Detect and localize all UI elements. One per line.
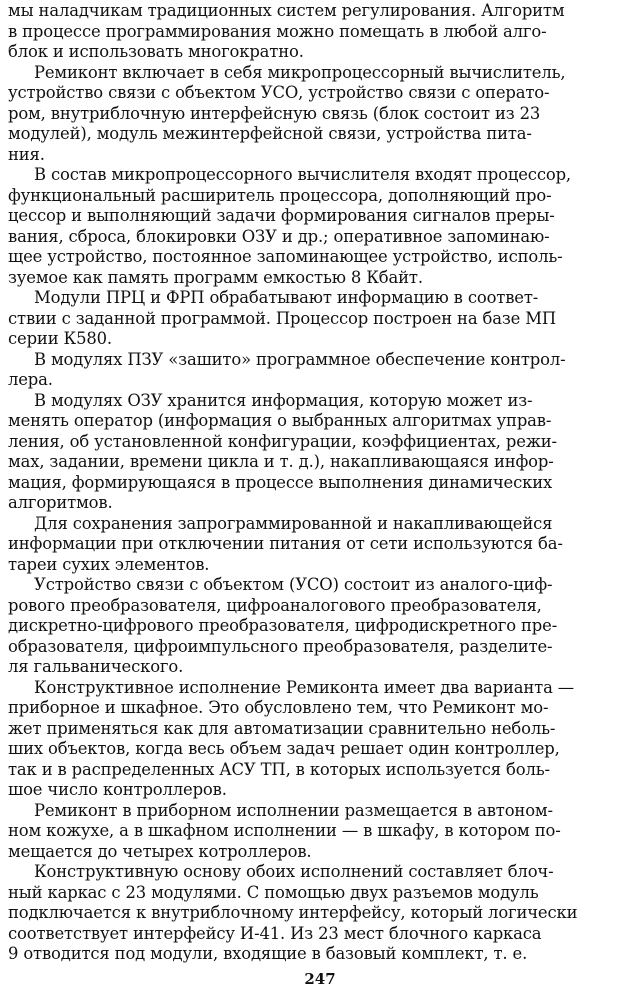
text-line: в процессе программирования можно помещать в любой алго-	[8, 21, 547, 41]
text-line: модулей), модуль межинтерфейсной связи, устройства пита-	[8, 124, 532, 143]
text-line: менять оператор (информация о выбранных алгоритмах управ-	[8, 411, 552, 430]
text-line: Устройство связи с объектом (УСО) состоит из аналого-циф-	[34, 575, 553, 594]
text-line: ших объектов, когда весь объем задач решает один контроллер,	[8, 739, 560, 758]
text-line: мы наладчикам традиционных систем регулирования. Алгоритм	[8, 1, 565, 20]
text-line: серии К580.	[8, 329, 112, 348]
text-line: цессор и выполняющий задачи формирования сигналов преры-	[8, 206, 555, 225]
text-line: В состав микропроцессорного вычислителя входят процессор,	[34, 165, 571, 184]
text-line: Конструктивное исполнение Ремиконта имеет два варианта —	[34, 677, 575, 697]
text-line: информации при отключении питания от сети используются ба-	[8, 534, 563, 553]
text-line: Модули ПРЦ и ФРП обрабатывают информацию в соответ-	[34, 288, 539, 307]
text-line: соответствует интерфейсу И-41. Из 23 мест блочного каркаса	[8, 923, 542, 943]
text-line: подключается к внутриблочному интерфейсу, который логически	[8, 903, 578, 922]
text-line: жет применяться как для автоматизации сравнительно неболь-	[8, 718, 556, 738]
text-line: ром, внутриблочную интерфейсную связь (блок состоит из 23	[8, 103, 541, 123]
text-line: щее устройство, постоянное запоминающее устройство, исполь-	[8, 247, 563, 266]
text-line: так и в распределенных АСУ ТП, в которых используется боль-	[8, 759, 550, 779]
text-line: зуемое как память программ емкостью 8 Кбайт.	[8, 267, 423, 287]
text-line: ный каркас с 23 модулями. С помощью двух разъемов модуль	[8, 882, 539, 902]
text-line: ля гальванического.	[8, 657, 184, 676]
text-line: функциональный расширитель процессора, дополняющий про-	[8, 185, 552, 205]
text-line: 9 отводится под модули, входящие в базовый комплект, т. е.	[8, 944, 528, 963]
text-line: ления, об установленной конфигурации, коэффициентах, режи-	[8, 431, 557, 451]
text-line: шое число контроллеров.	[8, 780, 227, 799]
book-page	[8, 1, 630, 965]
text-line: Ремиконт в приборном исполнении размещается в автоном-	[34, 800, 553, 820]
text-line: образователя, цифроимпульсного преобразователя, разделите-	[8, 636, 553, 656]
text-line: рового преобразователя, цифроаналогового преобразователя,	[8, 595, 542, 615]
text-line: лера.	[8, 370, 53, 389]
text-line: Ремиконт включает в себя микропроцессорный вычислитель,	[34, 62, 566, 82]
text-line: Для сохранения запрограммированной и накапливающейся	[34, 513, 553, 533]
text-line: алгоритмов.	[8, 493, 113, 512]
page-number: 247	[304, 970, 336, 988]
text-line: ствии с заданной программой. Процессор построен на базе МП	[8, 308, 557, 328]
text-line: устройство связи с объектом УСО, устройство связи с операто-	[8, 83, 550, 102]
text-line: мещается до четырех котроллеров.	[8, 841, 312, 861]
text-line: тареи сухих элементов.	[8, 554, 210, 574]
text-line: В модулях ПЗУ «зашито» программное обеспечение контрол-	[34, 349, 566, 369]
text-line: Конструктивную основу обоих исполнений составляет блоч-	[34, 862, 554, 881]
text-line: блок и использовать многократно.	[8, 42, 304, 61]
text-line: дискретно-цифрового преобразователя, цифродискретного пре-	[8, 616, 558, 635]
text-line: ном кожухе, а в шкафном исполнении — в шкафу, в котором по-	[8, 821, 561, 840]
text-line: В модулях ОЗУ хранится информация, которую может из-	[34, 390, 533, 410]
text-line: ния.	[8, 144, 45, 164]
text-line: мах, задании, времени цикла и т. д.), накапливающаяся инфор-	[8, 452, 554, 471]
text-line: приборное и шкафное. Это обусловлено тем, что Ремиконт мо-	[8, 698, 549, 717]
text-line: мация, формирующаяся в процессе выполнения динамических	[8, 472, 553, 492]
text-line: вания, сброса, блокировки ОЗУ и др.; оперативное запоминаю-	[8, 226, 550, 246]
